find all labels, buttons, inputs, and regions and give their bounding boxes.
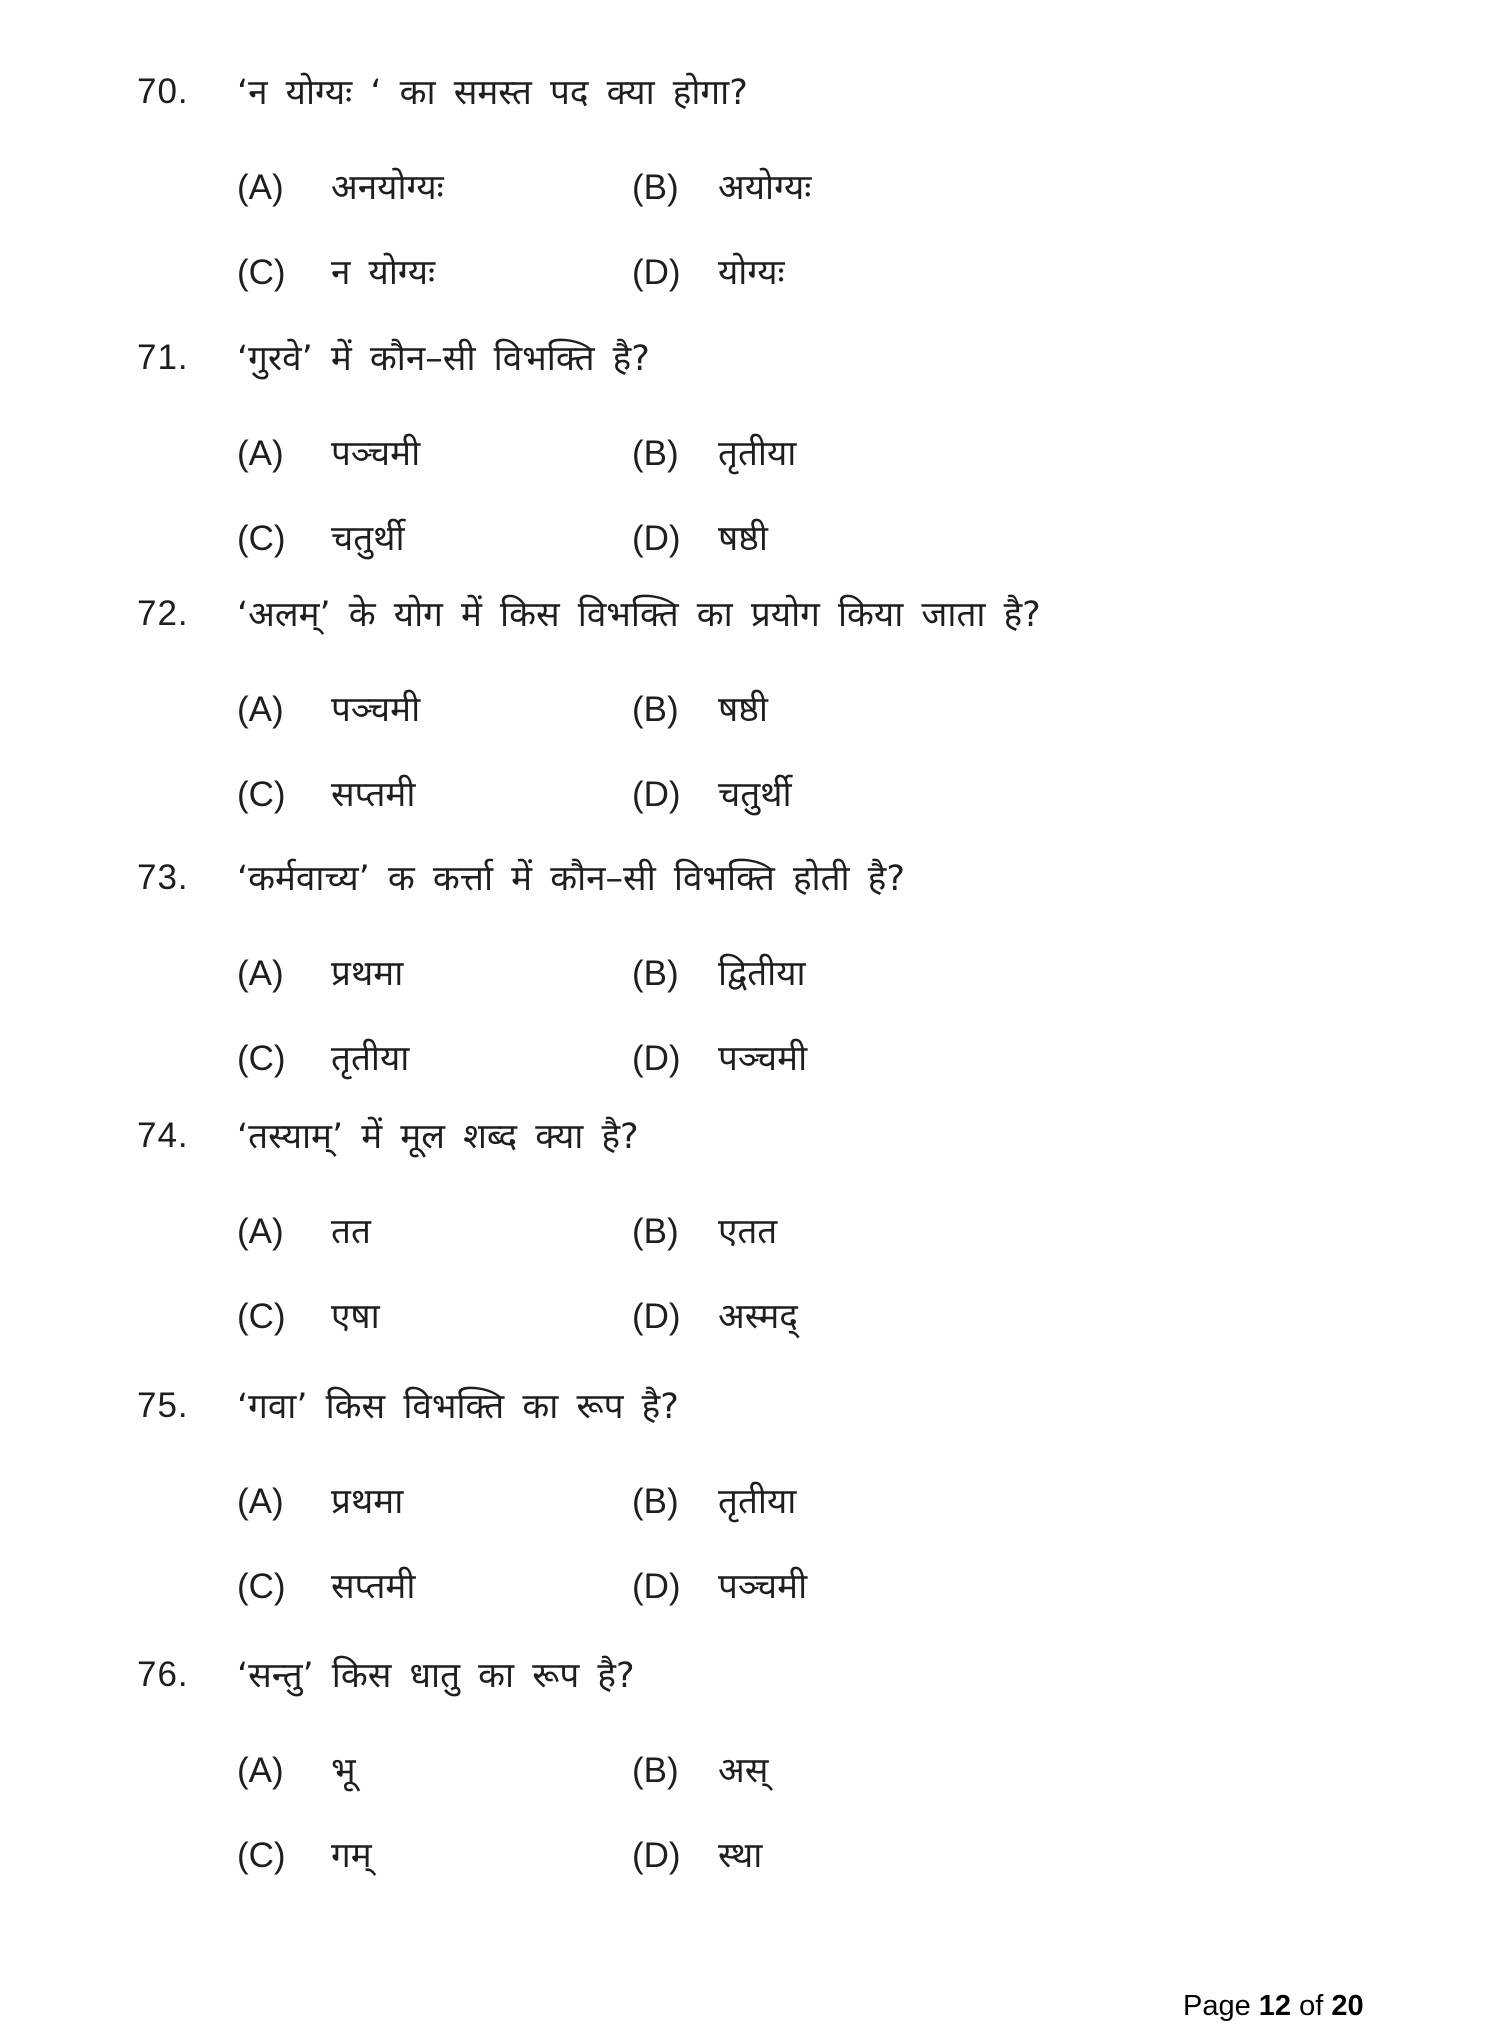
option-text-a: प्रथमा: [331, 1482, 404, 1522]
option-text-a: प्रथमा: [331, 954, 404, 994]
option-label-b: (B): [632, 1482, 679, 1521]
option-row-ab: [237, 1211, 1437, 1273]
option-label-d: (D): [632, 1297, 681, 1336]
option-label-a: (A): [237, 954, 284, 993]
question-number: 72.: [137, 594, 189, 633]
option-row-cd: [237, 774, 1437, 836]
option-label-a: (A): [237, 434, 284, 473]
question-70: [0, 72, 1505, 332]
option-text-a: अनयोग्यः: [331, 168, 444, 208]
option-label-b: (B): [632, 168, 679, 207]
option-text-d: षष्ठी: [718, 519, 768, 559]
option-text-b: अस्: [718, 1751, 769, 1791]
option-row-cd: [237, 1038, 1437, 1100]
option-label-d: (D): [632, 519, 681, 558]
page-footer: [1183, 1990, 1364, 2023]
question-74: [0, 1116, 1505, 1376]
option-text-b: तृतीया: [718, 434, 797, 474]
option-row-ab: [237, 689, 1437, 751]
option-text-a: पञ्चमी: [331, 434, 421, 474]
option-row-ab: [237, 1750, 1437, 1812]
option-row-cd: [237, 1296, 1437, 1358]
option-text-b: षष्ठी: [718, 690, 768, 730]
question-text: ‘गवा’ किस विभक्ति का रूप है?: [237, 1387, 679, 1427]
footer-word-of: of: [1299, 1990, 1324, 2022]
option-label-c: (C): [237, 253, 286, 292]
option-label-b: (B): [632, 690, 679, 729]
question-number: 70.: [137, 72, 189, 111]
option-label-d: (D): [632, 775, 681, 814]
option-text-c: चतुर्थी: [331, 519, 405, 559]
question-number: 76.: [137, 1655, 189, 1694]
question-75: [0, 1386, 1505, 1646]
option-label-c: (C): [237, 775, 286, 814]
option-text-b: तृतीया: [718, 1482, 797, 1522]
option-row-ab: [237, 433, 1437, 495]
question-number: 75.: [137, 1386, 189, 1425]
option-label-b: (B): [632, 1751, 679, 1790]
option-row-ab: [237, 1481, 1437, 1543]
option-row-cd: [237, 252, 1437, 314]
option-text-d: स्था: [718, 1836, 763, 1876]
option-text-a: पञ्चमी: [331, 690, 421, 730]
option-row-cd: [237, 518, 1437, 580]
option-text-c: सप्तमी: [331, 775, 416, 815]
option-label-a: (A): [237, 690, 284, 729]
question-text: ‘सन्तु’ किस धातु का रूप है?: [237, 1656, 635, 1696]
footer-word-page: Page: [1183, 1990, 1251, 2022]
option-label-d: (D): [632, 1567, 681, 1606]
question-text: ‘न योग्यः ‘ का समस्त पद क्या होगा?: [237, 73, 748, 113]
question-text: ‘कर्मवाच्य’ क कर्त्ता में कौन–सी विभक्ति होती है?: [237, 859, 905, 899]
question-number: 73.: [137, 858, 189, 897]
option-row-ab: [237, 953, 1437, 1015]
option-row-cd: [237, 1835, 1437, 1897]
option-text-d: पञ्चमी: [718, 1567, 808, 1607]
option-text-c: एषा: [331, 1297, 380, 1337]
footer-page-number: 12: [1258, 1990, 1292, 2022]
question-text: ‘गुरवे’ में कौन–सी विभक्ति है?: [237, 339, 650, 379]
option-text-d: अस्मद्: [718, 1297, 798, 1337]
option-text-d: पञ्चमी: [718, 1039, 808, 1079]
option-row-ab: [237, 167, 1437, 229]
option-label-a: (A): [237, 1751, 284, 1790]
option-text-a: तत: [331, 1212, 371, 1252]
question-72: [0, 594, 1505, 854]
question-71: [0, 338, 1505, 598]
option-label-d: (D): [632, 1836, 681, 1875]
option-label-a: (A): [237, 1482, 284, 1521]
option-label-b: (B): [632, 954, 679, 993]
option-label-c: (C): [237, 1039, 286, 1078]
option-label-c: (C): [237, 1567, 286, 1606]
option-label-c: (C): [237, 1297, 286, 1336]
option-label-c: (C): [237, 1836, 286, 1875]
question-text: ‘अलम्’ के योग में किस विभक्ति का प्रयोग किया जाता है?: [237, 595, 1041, 635]
question-76: [0, 1655, 1505, 1915]
option-text-c: गम्: [331, 1836, 372, 1876]
option-label-a: (A): [237, 1212, 284, 1251]
option-text-b: एतत: [718, 1212, 778, 1252]
option-text-b: अयोग्यः: [718, 168, 812, 208]
option-label-d: (D): [632, 253, 681, 292]
option-row-cd: [237, 1566, 1437, 1628]
question-number: 71.: [137, 338, 189, 377]
option-text-d: योग्यः: [718, 253, 785, 293]
option-label-d: (D): [632, 1039, 681, 1078]
option-text-c: न योग्यः: [331, 253, 436, 293]
option-text-a: भू: [331, 1751, 356, 1791]
option-label-b: (B): [632, 1212, 679, 1251]
option-text-c: तृतीया: [331, 1039, 410, 1079]
question-73: [0, 858, 1505, 1118]
option-label-b: (B): [632, 434, 679, 473]
option-label-c: (C): [237, 519, 286, 558]
option-text-d: चतुर्थी: [718, 775, 792, 815]
question-text: ‘तस्याम्’ में मूल शब्द क्या है?: [237, 1117, 639, 1157]
footer-total-pages: 20: [1331, 1990, 1364, 2022]
question-number: 74.: [137, 1116, 189, 1155]
option-text-c: सप्तमी: [331, 1567, 416, 1607]
option-text-b: द्वितीया: [718, 954, 806, 994]
option-label-a: (A): [237, 168, 284, 207]
